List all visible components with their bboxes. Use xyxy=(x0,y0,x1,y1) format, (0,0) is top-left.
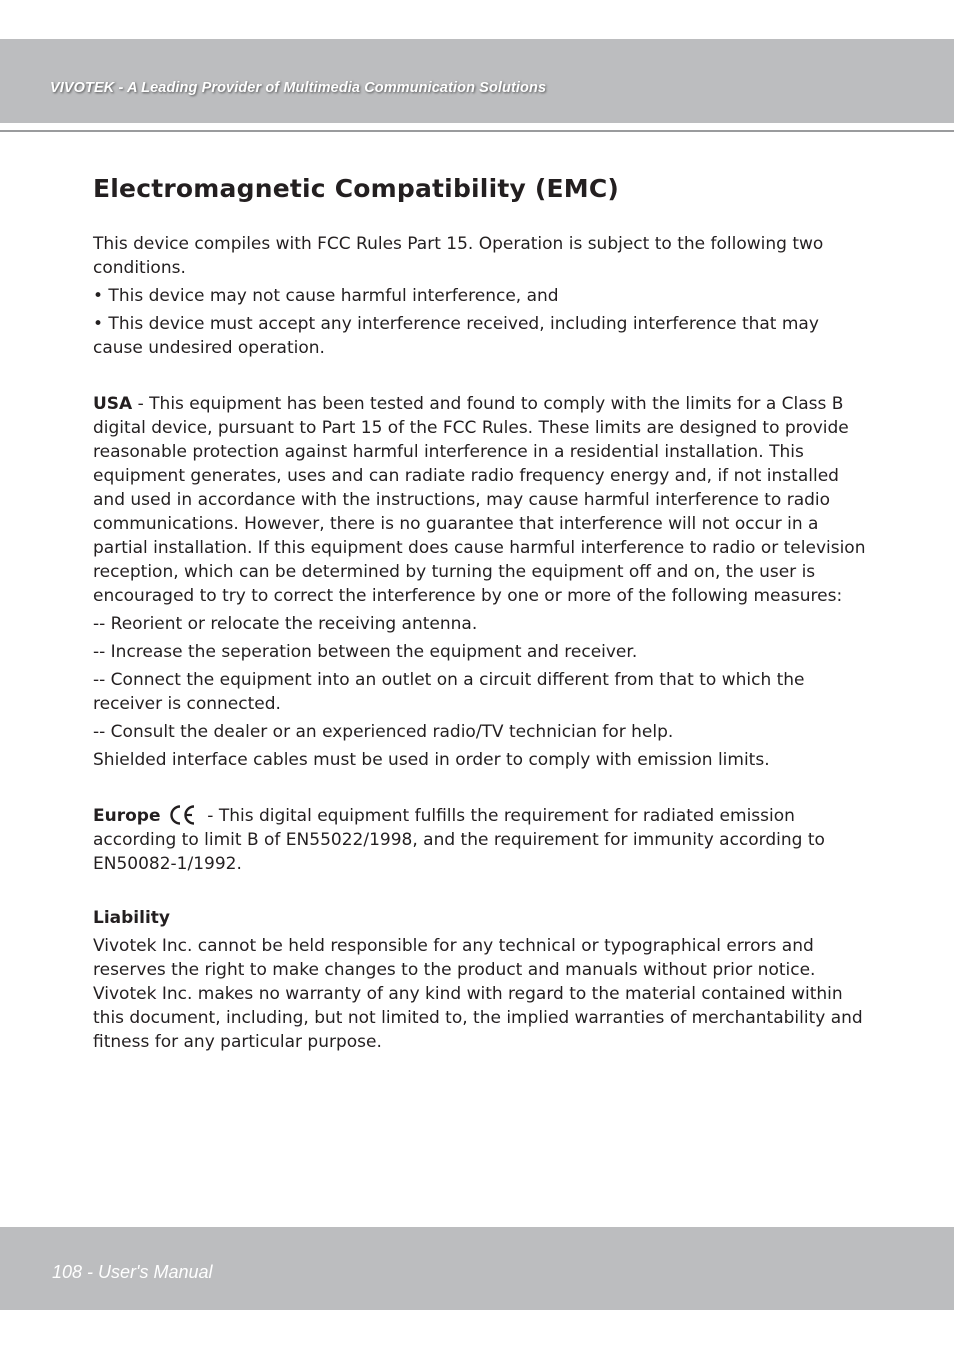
ce-mark-icon xyxy=(168,804,198,826)
footer-page-label: 108 - User's Manual xyxy=(52,1262,213,1282)
liability-section xyxy=(93,906,873,1054)
section-spacer xyxy=(93,776,873,804)
liability-text: Vivotek Inc. cannot be held responsible for any technical or typographical errors and reserves the right to make changes to the product and manuals without prior notice. Vivotek Inc. makes no warranty of any kind with regard to the material contained within this document, including, but not limited to, the implied warranties of merchantability and fitness for any particular purpose. xyxy=(93,936,863,1052)
measure-item: -- Consult the dealer or an experienced radio/TV technician for help. xyxy=(93,722,674,742)
shielded-cable-note: Shielded interface cables must be used in order to comply with emission limits. xyxy=(93,750,770,770)
measure-item: -- Reorient or relocate the receiving antenna. xyxy=(93,614,478,634)
europe-label: Europe xyxy=(93,806,161,826)
section-spacer xyxy=(93,364,873,392)
fcc-condition-item: • This device must accept any interference received, including interference that may cause undesired operation. xyxy=(93,314,819,358)
usa-label: USA xyxy=(93,394,133,414)
measure-item: -- Connect the equipment into an outlet on a circuit different from that to which the receiver is connected. xyxy=(93,670,805,714)
measure-item: -- Increase the seperation between the equipment and receiver. xyxy=(93,642,638,662)
liability-heading: Liability xyxy=(93,908,170,928)
usa-text: - This equipment has been tested and found to comply with the limits for a Class B digital device, pursuant to Part 15 of the FCC Rules. These limits are designed to provide reasonable protection against harmful interference in a residential installation. This equipment generates, uses and can radiate radio frequency energy and, if not installed and used in accordance with the instructions, may cause harmful interference to radio communications. However, there is no guarantee that interference will not occur in a partial installation. If this equipment does cause harmful interference to radio or television reception, which can be determined by turning the equipment off and on, the user is encouraged to try to correct the interference by one or more of the following measures: xyxy=(93,394,866,606)
header-tagline: VIVOTEK - A Leading Provider of Multimedia Communication Solutions xyxy=(50,80,547,96)
europe-section xyxy=(93,804,873,876)
fcc-intro-section xyxy=(93,232,873,360)
usa-section xyxy=(93,392,873,772)
europe-text: - This digital equipment fulfills the requirement for radiated emission according to limit B of EN55022/1998, and the requirement for immunity according to EN50082-1/1992. xyxy=(93,806,825,874)
section-spacer xyxy=(93,880,873,906)
header-divider xyxy=(0,130,954,132)
europe-paragraph xyxy=(93,804,873,876)
fcc-intro-text: This device compiles with FCC Rules Part 15. Operation is subject to the following two conditions. xyxy=(93,234,824,278)
usa-paragraph xyxy=(93,392,873,608)
fcc-condition-item: • This device may not cause harmful interference, and xyxy=(93,286,559,306)
page-content xyxy=(93,170,873,1058)
page-title: Electromagnetic Compatibility (EMC) xyxy=(93,174,620,203)
